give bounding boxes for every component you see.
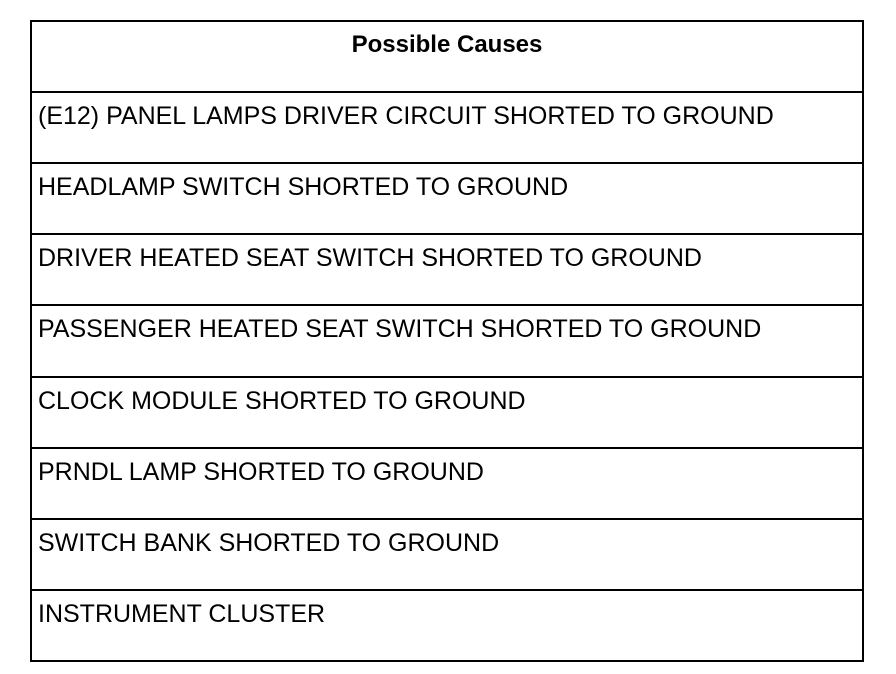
table-row: PASSENGER HEATED SEAT SWITCH SHORTED TO GROUND bbox=[32, 304, 862, 375]
table-row: DRIVER HEATED SEAT SWITCH SHORTED TO GROUND bbox=[32, 233, 862, 304]
table-row: INSTRUMENT CLUSTER bbox=[32, 589, 862, 660]
table-header: Possible Causes bbox=[351, 31, 543, 58]
table-row: CLOCK MODULE SHORTED TO GROUND bbox=[32, 376, 862, 447]
table-row: SWITCH BANK SHORTED TO GROUND bbox=[32, 518, 862, 589]
possible-causes-table bbox=[30, 20, 864, 662]
table-row: HEADLAMP SWITCH SHORTED TO GROUND bbox=[32, 162, 862, 233]
table-row: (E12) PANEL LAMPS DRIVER CIRCUIT SHORTED TO GROUND bbox=[32, 91, 862, 162]
table-row: PRNDL LAMP SHORTED TO GROUND bbox=[32, 447, 862, 518]
